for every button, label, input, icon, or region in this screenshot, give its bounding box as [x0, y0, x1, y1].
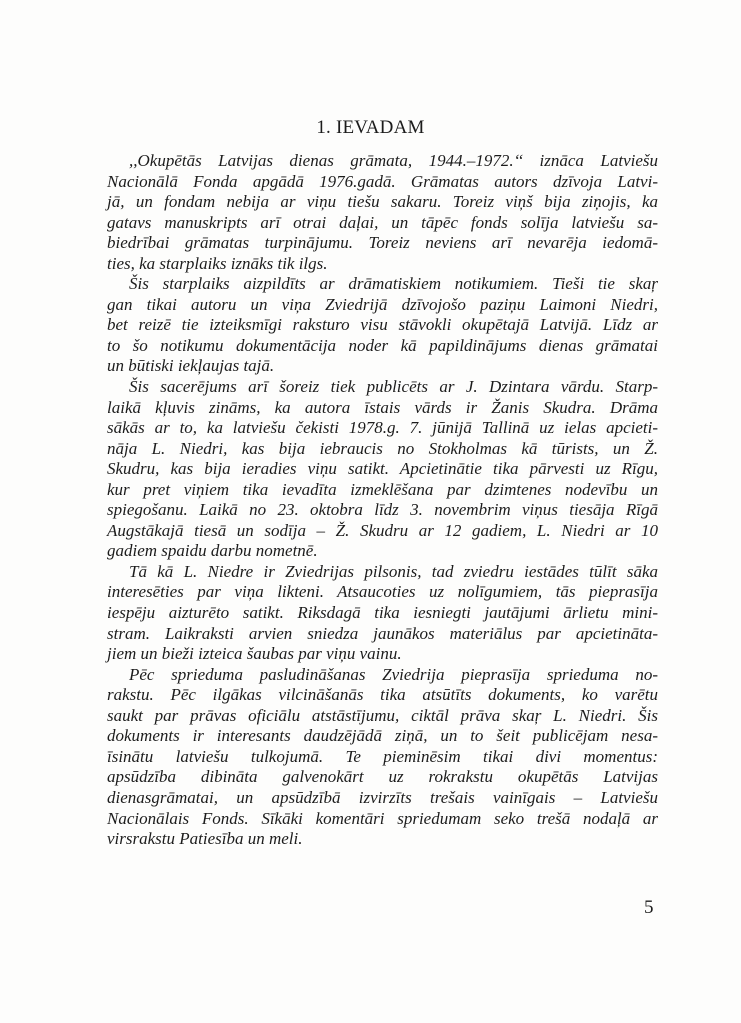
text-line: Pēc sprieduma pasludināšanas Zviedrija pieprasīja sprieduma no-	[129, 664, 658, 684]
text-line: laikā kļuvis zināms, ka autora īstais vārds ir Žanis Skudra. Drāma	[107, 397, 658, 417]
paragraph	[107, 151, 658, 274]
text-line: jiem un bieži izteica šaubas par viņu vainu.	[107, 644, 402, 664]
text-line: ,,Okupētās Latvijas dienas grāmata, 1944.–1972.‘‘ iznāca Latviešu	[129, 151, 658, 170]
text-line: sākās ar to, ka latviešu čekisti 1978.g. 7. jūnijā Tallinā uz ielas apcieti-	[107, 418, 658, 438]
text-line: Skudru, kas bija ieradies viņu satikt. Apcietinātie tika pārvesti uz Rīgu,	[107, 459, 658, 479]
text-line: dokuments ir interesants daudzējādā ziņā, un to šeit publicējam nesa-	[107, 726, 658, 746]
text-line: nāja L. Niedri, kas bija iebraucis no Stokholmas kā tūrists, un Ž.	[107, 438, 658, 458]
text-line: un būtiski iekļaujas tajā.	[107, 356, 275, 376]
text-line: Nacionālā Fonda apgādā 1976.gadā. Grāmatas autors dzīvoja Latvi-	[107, 171, 658, 191]
page-number: 5	[644, 897, 654, 918]
text-line: rakstu. Pēc ilgākas vilcināšanās tika atsūtīts dokuments, ko varētu	[107, 685, 658, 705]
text-line: spiegošanu. Laikā no 23. oktobra līdz 3. novembrim viņus tiesāja Rīgā	[107, 500, 658, 520]
paragraph	[107, 274, 658, 377]
text-line: gan tikai autoru un viņa Zviedrijā dzīvojošo paziņu Laimoni Niedri,	[107, 294, 658, 314]
text-line: to šo notikumu dokumentācija noder kā papildinājums dienas grāmatai	[107, 335, 658, 355]
paragraph	[107, 562, 658, 665]
text-line: jā, un fondam nebija ar viņu tiešu sakaru. Toreiz viņš bija ziņojis, ka	[107, 192, 658, 212]
text-line: Nacionālais Fonds. Sīkāki komentāri spriedumam seko trešā nodaļā ar	[107, 808, 658, 828]
text-line: ties, ka starplaiks iznāks tik ilgs.	[107, 253, 328, 273]
text-line: Šis sacerējums arī šoreiz tiek publicēts ar J. Dzintara vārdu. Starp-	[129, 377, 658, 397]
text-line: apsūdzība dibināta galvenokārt uz rokrakstu okupētās Latvijas	[107, 767, 658, 787]
text-line: biedrībai grāmatas turpinājumu. Toreiz neviens arī nevarēja iedomā-	[107, 233, 658, 253]
text-line: iespēju aizturēto satikt. Riksdagā tika iesniegti jautājumi ārlietu mini-	[107, 603, 658, 623]
text-line: īsinātu latviešu tulkojumā. Te pieminēsim tikai divi momentus:	[107, 746, 658, 766]
text-line: kur pret viņiem tika ievadīta izmeklēšana par dzimtenes nodevību un	[107, 479, 658, 499]
text-line: Augstākajā tiesā un sodīja – Ž. Skudru ar 12 gadiem, L. Niedri ar 10	[107, 520, 658, 540]
paragraph	[107, 665, 658, 850]
chapter-heading: 1. IEVADAM	[316, 117, 425, 138]
text-line: stram. Laikraksti arvien sniedza jaunākos materiālus par apcietināta-	[107, 623, 658, 643]
text-line: interesēties par viņa likteni. Atsaucoties uz nolīgumiem, tās pieprasīja	[107, 582, 658, 602]
text-line: dienasgrāmatai, un apsūdzībā izvirzīts trešais vainīgais – Latviešu	[107, 787, 658, 807]
text-line: gatavs manuskripts arī otrai daļai, un tāpēc fonds solīja latviešu sa-	[107, 212, 658, 232]
paragraph	[107, 377, 658, 562]
text-line: bet reizē tie izteiksmīgi raksturo visu stāvokli okupētajā Latvijā. Līdz ar	[107, 315, 658, 335]
text-line: Tā kā L. Niedre ir Zviedrijas pilsonis, tad zviedru iestādes tūlīt sāka	[129, 561, 658, 581]
text-line: virsrakstu Patiesība un meli.	[107, 829, 303, 849]
text-line: Šis starplaiks aizpildīts ar drāmatiskiem notikumiem. Tieši tie skaŗ	[129, 274, 658, 294]
body-text	[107, 151, 658, 850]
text-line: gadiem spaidu darbu nometnē.	[107, 541, 318, 561]
text-line: saukt par prāvas oficiālu atstāstījumu, ciktāl prāva skaŗ L. Niedri. Šis	[107, 705, 658, 725]
